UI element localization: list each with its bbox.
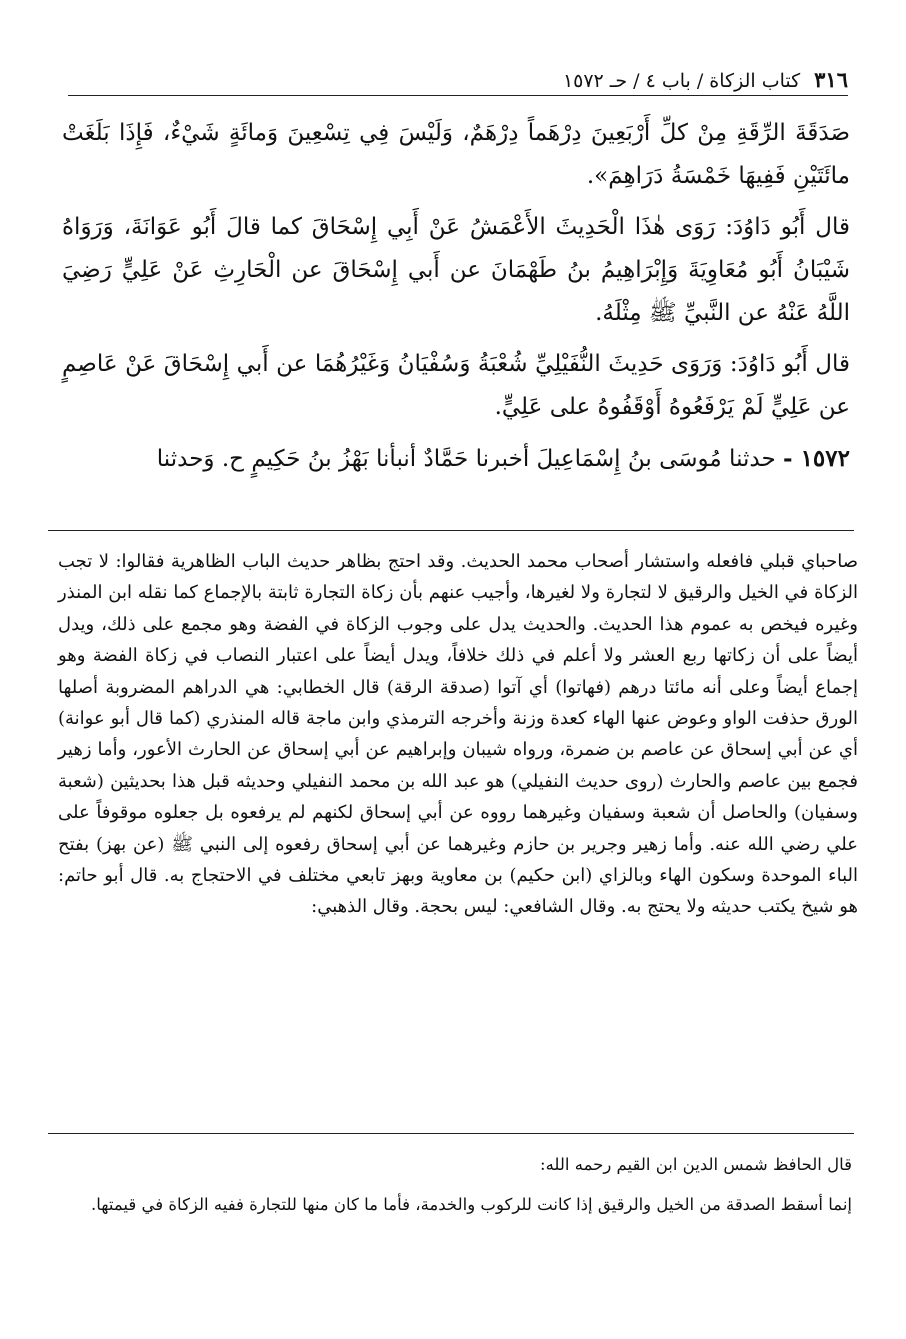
page-header [68,58,848,96]
commentary-section [58,546,858,923]
footnote-attribution: قال الحافظ شمس الدين ابن القيم رحمه الله: [540,1155,852,1174]
running-title: كتاب الزكاة / باب ٤ / حـ ١٥٧٢ [562,70,801,92]
section-divider-bottom [48,1133,854,1134]
hadith-paragraph-2: قال أَبُو دَاوُدَ: رَوَى هٰذَا الْحَدِيثَ الأَعْمَشُ عَنْ أَبِي إِسْحَاقَ كما قالَ أَبُو عَوَانَةَ، وَرَوَاهُ شَيْبَانُ أَبُو مُعَاوِيَةَ وَإِبْرَاهِيمُ بنُ طَهْمَانَ عن أَبي إِسْحَاقَ عن الْحَارِثِ عَنْ عَلِيٍّ رَضِيَ اللَّهُ عَنْهُ عن النَّبيِّ ﷺ مِثْلَهُ. [62,214,850,326]
hadith-paragraph-1: صَدَقَةَ الرِّقَةِ مِنْ كلِّ أَرْبَعِينَ دِرْهَماً دِرْهَمٌ، وَلَيْسَ فِي تِسْعِينَ وَمائَةٍ شَيْءٌ، فَإِذَا بَلَغَتْ مائَتَيْنِ فَفِيهَا خَمْسَةُ دَرَاهِمَ». [62,120,850,189]
hadith-paragraph-4 [62,437,850,481]
hadith-text [62,112,850,489]
commentary-text: صاحباي قبلي فافعله واستشار أصحاب محمد الحديث. وقد احتج بظاهر حديث الباب الظاهرية فقالوا: لا تجب الزكاة في الخيل والرقيق لا لتجارة ولا لغيرها، وأجيب عنهم بأن زكاة التجارة ثابتة بالإجماع كما نقله ابن المنذر وغيره فيخص به عموم هذا الحديث. والحديث يدل على وجوب الزكاة في الفضة وهو مجمع على ذلك، ويدل أيضاً على أن زكاتها ربع العشر ولا أعلم في ذلك خلافاً، ويدل أيضاً على اعتبار النصاب في زكاة الفضة وهو إجماع أيضاً وعلى أنه مائتا درهم (فهاتوا) أي آتوا (صدقة الرقة) قال الخطابي: هي الدراهم المضروبة أصلها الورق حذفت الواو وعوض عنها الهاء كعدة وزنة وأخرجه الترمذي وابن ماجة قاله المنذري (كما قال أبو عوانة) أي عن أبي إسحاق عن عاصم بن ضمرة، ورواه شيبان وإبراهيم عن أبي إسحاق عن الحارث الأعور، وأما زهير فجمع بين عاصم والحارث (روى حديث النفيلي) هو عبد الله بن محمد النفيلي وحديثه قبل هذا بحديثين (شعبة وسفيان) والحاصل أن شعبة وسفيان وغيرهما رووه عن أبي إسحاق لكنهم لم يرفعوه بل جعلوه موقوفاً على علي رضي الله عنه. وأما زهير وجرير بن حازم وغيرهما عن أبي إسحاق رفعوه إلى النبي ﷺ (عن بهز) بفتح الباء الموحدة وسكون الهاء وبالزاي (ابن حكيم) بن معاوية وبهز تابعي مختلف في الاحتجاج به. قال أبو حاتم: هو شيخ يكتب حديثه ولا يحتج به. وقال الشافعي: ليس بحجة. وقال الذهبي: [58,551,858,918]
footnote-section [66,1150,852,1230]
hadith-number: ١٥٧٢ - [783,445,850,472]
hadith-paragraph-3: قال أَبُو دَاوُدَ: وَرَوَى حَدِيثَ النُّفَيْلِيِّ شُعْبَةُ وَسُفْيَانُ وَغَيْرُهُمَا عن أَبي إِسْحَاقَ عَنْ عَاصِمٍ عن عَلِيٍّ لَمْ يَرْفَعُوهُ أَوْقَفُوهُ على عَلِيٍّ. [62,351,850,420]
hadith-chain-text: حدثنا مُوسَى بنُ إِسْمَاعِيلَ أخبرنا حَمَّادٌ أنبأنا بَهْزُ بنُ حَكِيمٍ ح. وَحدثنا [156,446,776,472]
section-divider-top [48,530,854,531]
footnote-text: إنما أسقط الصدقة من الخيل والرقيق إذا كانت للركوب والخدمة، فأما ما كان منها للتجارة ففيه الزكاة في قيمتها. [91,1195,852,1214]
page-number: ٣١٦ [814,67,848,92]
